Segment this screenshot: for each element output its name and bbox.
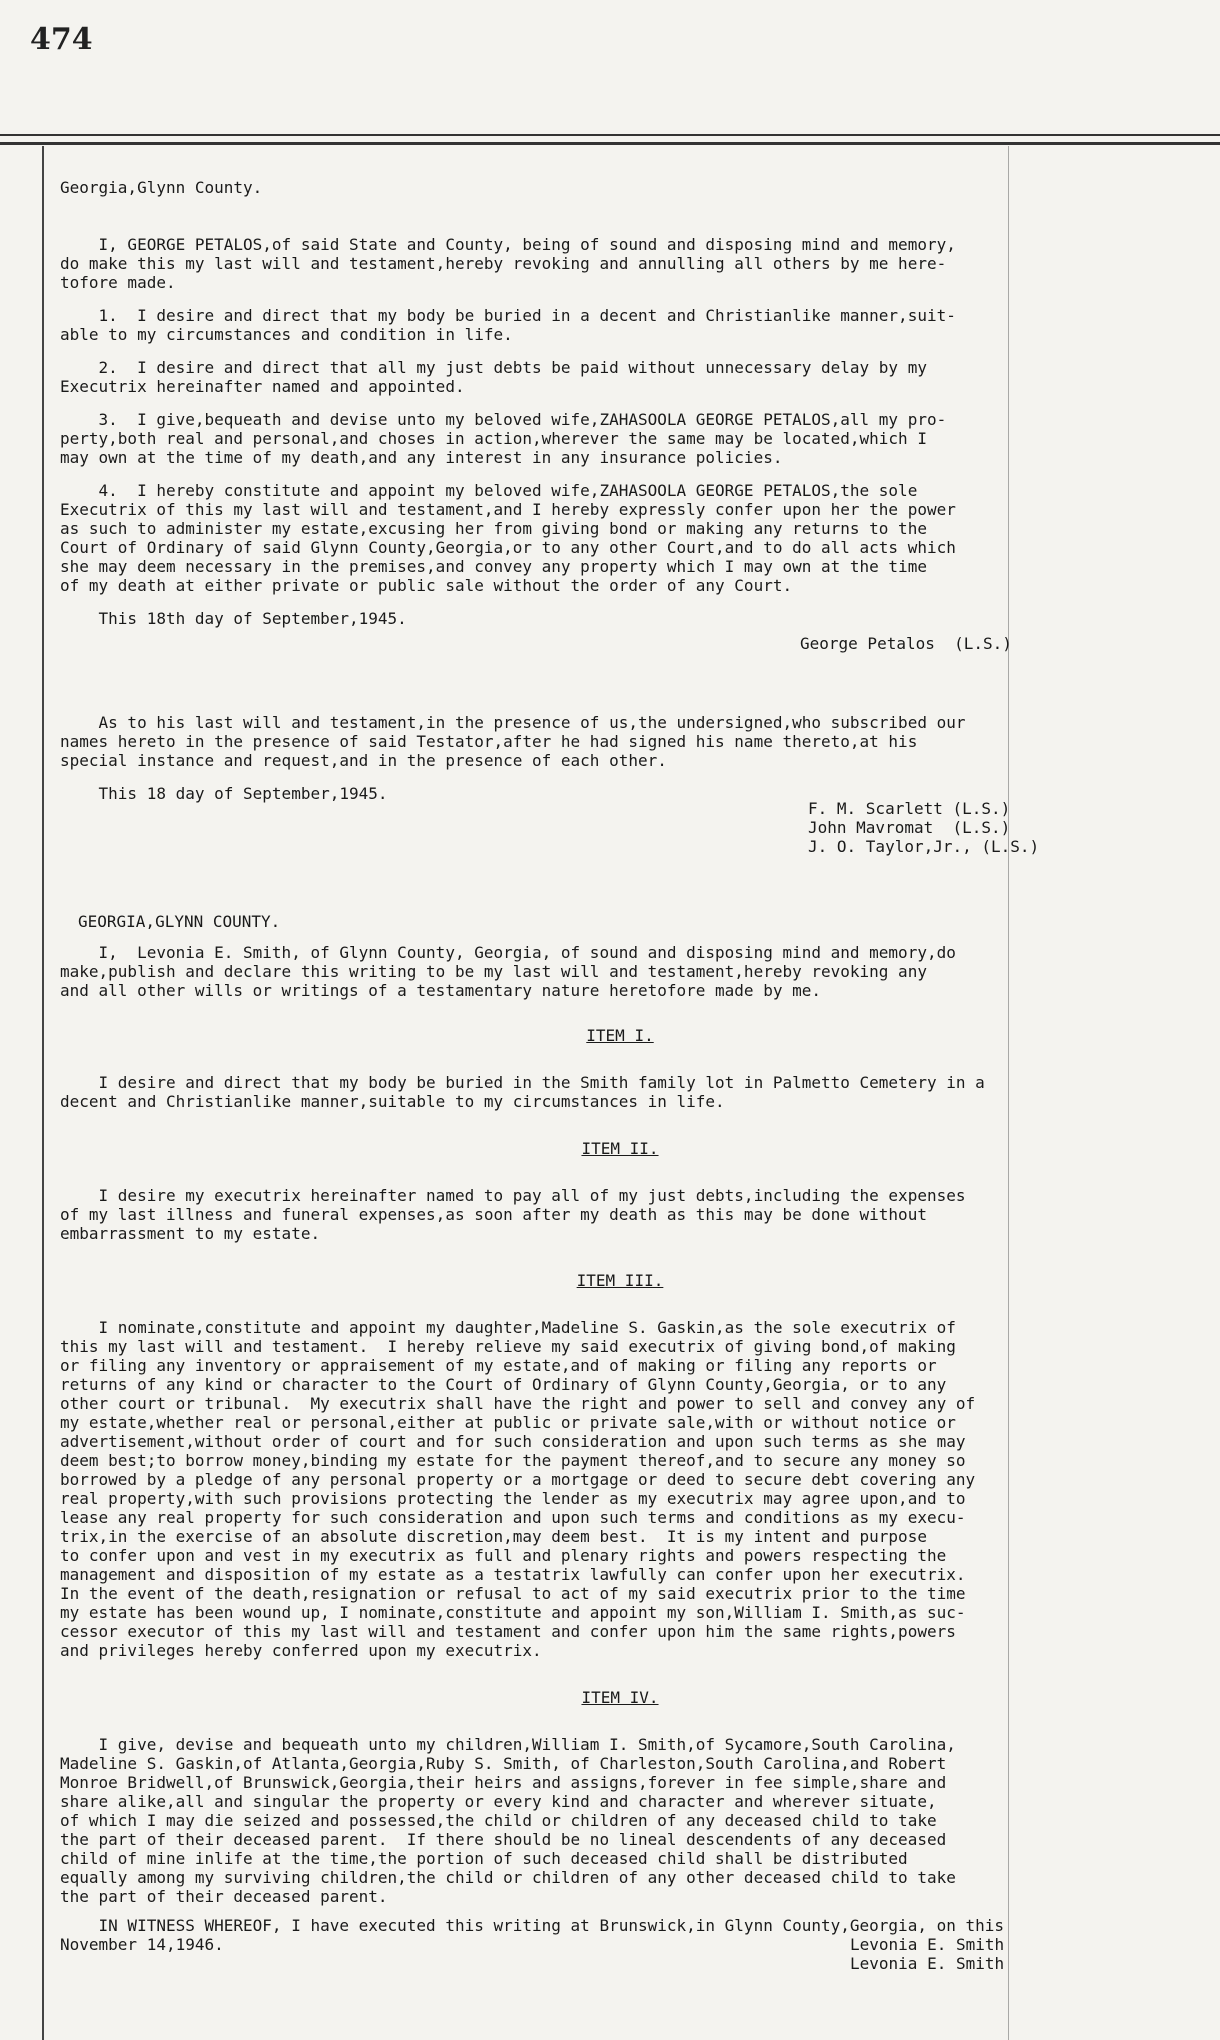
will2-item-2-title: ITEM II. [581, 1139, 659, 1158]
will2-preamble: I, Levonia E. Smith, of Glynn County, Georgia, of sound and disposing mind and memory,do make,publish and declare this writing to be my last will and testament,hereby revoking any and all other wills or writings of a testamentary nature heretofore made by me. [60, 943, 956, 1000]
will1-item-3: 3. I give,bequeath and devise unto my beloved wife,ZAHASOOLA GEORGE PETALOS,all my pro- perty,both real and personal,and choses in action,wherever the same may be located,which I may own at the time of my death,and any interest in any insurance policies. [60, 410, 947, 467]
will2-item-3-title: ITEM III. [576, 1271, 664, 1290]
will1-heading: Georgia,Glynn County. [60, 178, 263, 197]
will2-heading: GEORGIA,GLYNN COUNTY. [78, 912, 281, 931]
will1-date: This 18th day of September,1945. [60, 609, 407, 628]
header-rule-thick [0, 142, 1220, 145]
will2-item-4: I give, devise and bequeath unto my children,William I. Smith,of Sycamore,South Carolina, Madeline S. Gaskin,of Atlanta,Georgia,Ruby S. Smith, of Charleston,South Carolina,and Robert Monroe Bridwell,of Brunswick,Georgia,their heirs and assigns,forever in fee simple,share and share alike,all and singular the property or every kind and character and wherever situate, of which I may die seized and possessed,the child or children of any deceased child to take the part of their deceased parent. If there should be no lineal descendents of any deceased child of mine inlife at the time,the portion of such deceased child shall be distributed equally among my surviving children,the child or children of any other deceased child to take the part of their deceased parent. [60, 1735, 956, 1906]
will2-date: November 14,1946. [60, 1935, 224, 1954]
will1-attest-date: This 18 day of September,1945. [60, 784, 388, 803]
will2-item-1: I desire and direct that my body be buried in the Smith family lot in Palmetto Cemetery in a decent and Christianlike manner,suitable to my circumstances in life. [60, 1073, 985, 1111]
page-number: 474 [30, 22, 93, 57]
will1-item-2: 2. I desire and direct that all my just debts be paid without unnecessary delay by my Executrix hereinafter named and appointed. [60, 358, 927, 396]
will2-signature-1: Levonia E. Smith [850, 1935, 1005, 1954]
will1-witnesses: F. M. Scarlett (L.S.) John Mavromat (L.S.) J. O. Taylor,Jr., (L.S.) [808, 799, 1040, 856]
will2-item-1-title: ITEM I. [586, 1026, 654, 1045]
will2-item-2: I desire my executrix hereinafter named to pay all of my just debts,including the expenses of my last illness and funeral expenses,as soon after my death as this may be done without embarrassment to my estate. [60, 1186, 966, 1243]
will2-signature-2: Levonia E. Smith [850, 1954, 1005, 1973]
left-margin-line [42, 146, 44, 2040]
header-rule [0, 134, 1220, 136]
will1-item-4: 4. I hereby constitute and appoint my beloved wife,ZAHASOOLA GEORGE PETALOS,the sole Executrix of this my last will and testament,and I hereby expressly confer upon her the power as such to administer my estate,excusing her from giving bond or making any returns to the Court of Ordinary of said Glynn County,Georgia,or to any other Court,and to do all acts which she may deem necessary in the premises,and convey any property which I may own at the time of my death at either private or public sale without the order of any Court. [60, 481, 956, 595]
will1-item-1: 1. I desire and direct that my body be buried in a decent and Christianlike manner,suit- able to my circumstances and condition in life. [60, 306, 956, 344]
will2-witness-line: IN WITNESS WHEREOF, I have executed this writing at Brunswick,in Glynn County,Georgia, on this [60, 1916, 1005, 1935]
will1-attestation: As to his last will and testament,in the presence of us,the undersigned,who subscribed our names hereto in the presence of said Testator,after he had signed his name thereto,at his special instance and request,and in the presence of each other. [60, 713, 966, 770]
will2-item-4-title: ITEM IV. [581, 1688, 659, 1707]
will1-preamble: I, GEORGE PETALOS,of said State and County, being of sound and disposing mind and memory, do make this my last will and testament,hereby revoking and annulling all others by me here- tofore made. [60, 235, 956, 292]
document-body [60, 150, 1180, 1973]
will1-signature: George Petalos (L.S.) [800, 634, 1012, 653]
will2-item-3: I nominate,constitute and appoint my daughter,Madeline S. Gaskin,as the sole executrix of this my last will and testament. I hereby relieve my said executrix of giving bond,of making or filing any inventory or appraisement of my estate,and of making or filing any reports or returns of any kind or character to the Court of Ordinary of Glynn County,Georgia, or to any other court or tribunal. My executrix shall have the right and power to sell and convey any of my estate,whether real or personal,either at public or private sale,with or without notice or advertisement,without order of court and for such consideration and upon such terms as she may deem best;to borrow money,binding my estate for the payment thereof,and to secure any money so borrowed by a pledge of any personal property or a mortgage or deed to secure debt covering any real property,with such provisions protecting the lender as my executrix may agree upon,and to lease any real property for such consideration and upon such terms and conditions as my execu- trix,in the exercise of an absolute discretion,may deem best. It is my intent and purpose to confer upon and vest in my executrix as full and plenary rights and powers respecting the management and disposition of my estate as a testatrix lawfully can confer upon her executrix. In the event of the death,resignation or refusal to act of my said executrix prior to the time my estate has been wound up, I nominate,constitute and appoint my son,William I. Smith,as suc- cessor executor of this my last will and testament and confer upon him the same rights,powers and privileges hereby conferred upon my executrix. [60, 1318, 976, 1660]
